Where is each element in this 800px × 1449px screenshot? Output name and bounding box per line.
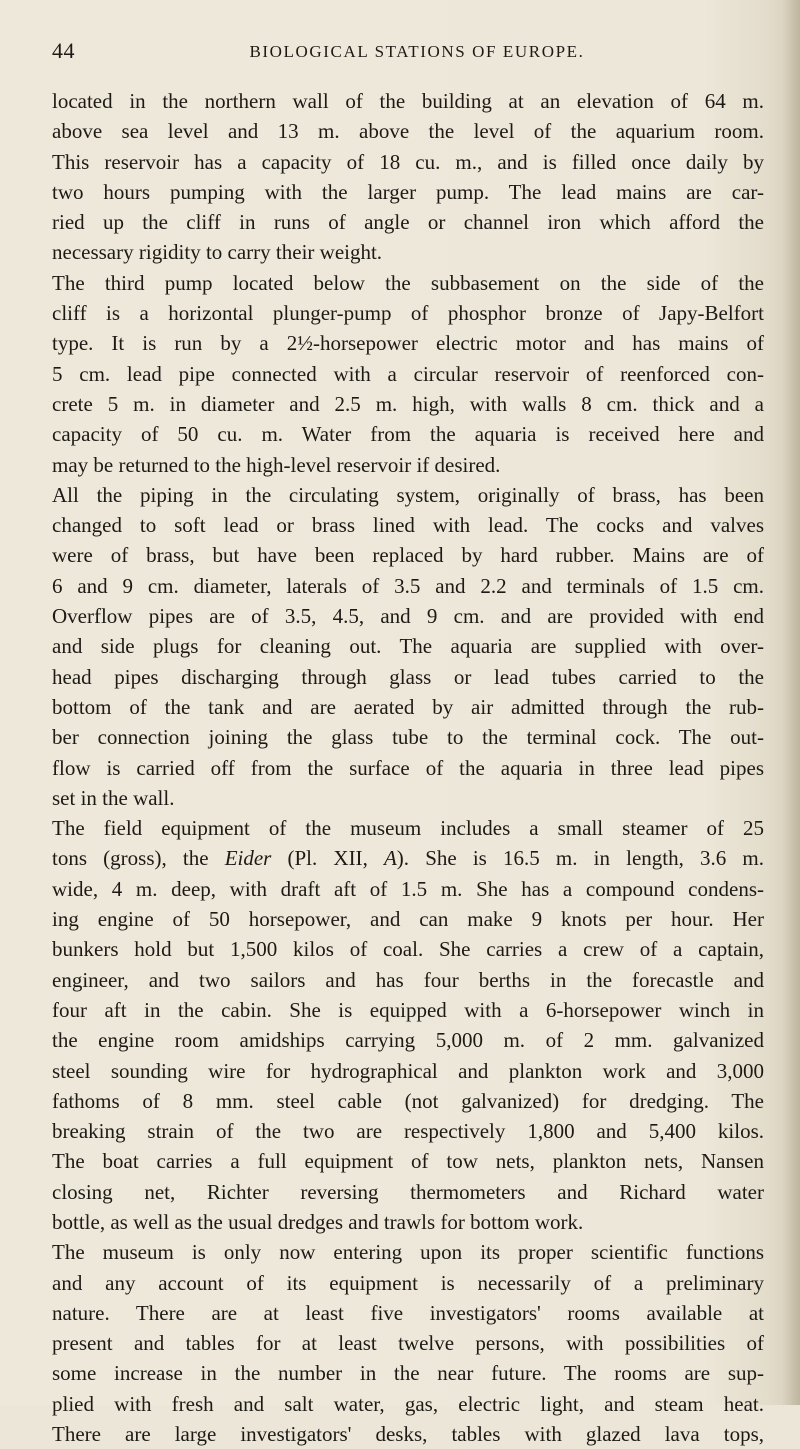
text-line: The field equipment of the museum includes a small steamer of 25 [52, 816, 764, 841]
page-number: 44 [52, 38, 75, 63]
text-line: present and tables for at least twelve persons, with possibilities of [52, 1331, 764, 1356]
plate-letter: A [383, 846, 397, 871]
text-line: set in the wall. [52, 785, 175, 810]
text-line: bottle, as well as the usual dredges and trawls for bottom work. [52, 1209, 584, 1234]
page-header [52, 38, 752, 68]
text-line: cliff is a horizontal plunger-pump of phosphor bronze of Japy-Belfort [52, 301, 764, 326]
text-line: Overflow pipes are of 3.5, 4.5, and 9 cm. and are provided with end [52, 604, 764, 629]
text-line: steel sounding wire for hydrographical and plankton work and 3,000 [52, 1058, 764, 1083]
text-line: flow is carried off from the surface of the aquaria in three lead pipes [52, 755, 764, 780]
text-line: located in the northern wall of the building at an elevation of 64 m. [52, 89, 764, 113]
text-line: This reservoir has a capacity of 18 cu. m., and is filled once daily by [52, 149, 764, 174]
text-line: necessary rigidity to carry their weight. [52, 240, 383, 265]
page-edge-shadow [782, 0, 800, 1405]
text-line: two hours pumping with the larger pump. The lead mains are car- [52, 179, 764, 204]
text-line: fathoms of 8 mm. steel cable (not galvanized) for dredging. The [52, 1088, 764, 1113]
text-line: There are large investigators' desks, tables with glazed lava tops, [52, 1422, 764, 1447]
body-text [52, 86, 764, 1449]
text-line: engineer, and two sailors and has four berths in the forecastle and [52, 967, 764, 992]
text-line: The museum is only now entering upon its proper scientific functions [52, 1240, 764, 1265]
text-line: The third pump located below the subbasement on the side of the [52, 270, 764, 295]
text-line: the engine room amidships carrying 5,000 m. of 2 mm. galvanized [52, 1028, 764, 1053]
text-line: 5 cm. lead pipe connected with a circular reservoir of reenforced con- [52, 361, 764, 386]
text-line: bunkers hold but 1,500 kilos of coal. She carries a crew of a captain, [52, 937, 764, 962]
text-line: crete 5 m. in diameter and 2.5 m. high, with walls 8 cm. thick and a [52, 391, 764, 416]
text-line: and side plugs for cleaning out. The aquaria are supplied with over- [52, 634, 764, 659]
text-line: head pipes discharging through glass or lead tubes carried to the [52, 664, 764, 689]
text-line: some increase in the number in the near future. The rooms are sup- [52, 1361, 764, 1386]
text-line: type. It is run by a 2½-horsepower electric motor and has mains of [52, 331, 764, 356]
text-line: changed to soft lead or brass lined with lead. The cocks and valves [52, 513, 764, 538]
text-line: may be returned to the high-level reservoir if desired. [52, 452, 501, 477]
text-line: four aft in the cabin. She is equipped with a 6-horsepower winch in [52, 997, 764, 1022]
text-line: bottom of the tank and are aerated by air admitted through the rub- [52, 694, 764, 719]
text-line: All the piping in the circulating system, originally of brass, has been [52, 482, 764, 507]
text-line: tons (gross), the Eider (Pl. XII, A). She is 16.5 m. in length, 3.6 m. [52, 846, 764, 871]
text-line: and any account of its equipment is necessarily of a preliminary [52, 1270, 764, 1295]
text-line: were of brass, but have been replaced by hard rubber. Mains are of [52, 543, 764, 568]
text-line: ber connection joining the glass tube to the terminal cock. The out- [52, 725, 764, 750]
text-line: closing net, Richter reversing thermometers and Richard water [52, 1179, 764, 1204]
text-line: nature. There are at least five investigators' rooms available at [52, 1300, 764, 1325]
text-line: capacity of 50 cu. m. Water from the aquaria is received here and [52, 422, 764, 447]
text-line: above sea level and 13 m. above the level of the aquarium room. [52, 119, 764, 144]
text-line: plied with fresh and salt water, gas, electric light, and steam heat. [52, 1391, 764, 1416]
text-line: 6 and 9 cm. diameter, laterals of 3.5 and 2.2 and terminals of 1.5 cm. [52, 573, 764, 598]
vessel-name: Eider [224, 846, 272, 871]
text-line: breaking strain of the two are respectively 1,800 and 5,400 kilos. [52, 1119, 764, 1144]
text-line: The boat carries a full equipment of tow nets, plankton nets, Nansen [52, 1149, 764, 1174]
text-line: wide, 4 m. deep, with draft aft of 1.5 m. She has a compound condens- [52, 876, 764, 901]
text-line: ried up the cliff in runs of angle or channel iron which afford the [52, 210, 764, 235]
running-head: BIOLOGICAL STATIONS OF EUROPE. [249, 42, 585, 61]
text-line: ing engine of 50 horsepower, and can make 9 knots per hour. Her [52, 907, 764, 932]
